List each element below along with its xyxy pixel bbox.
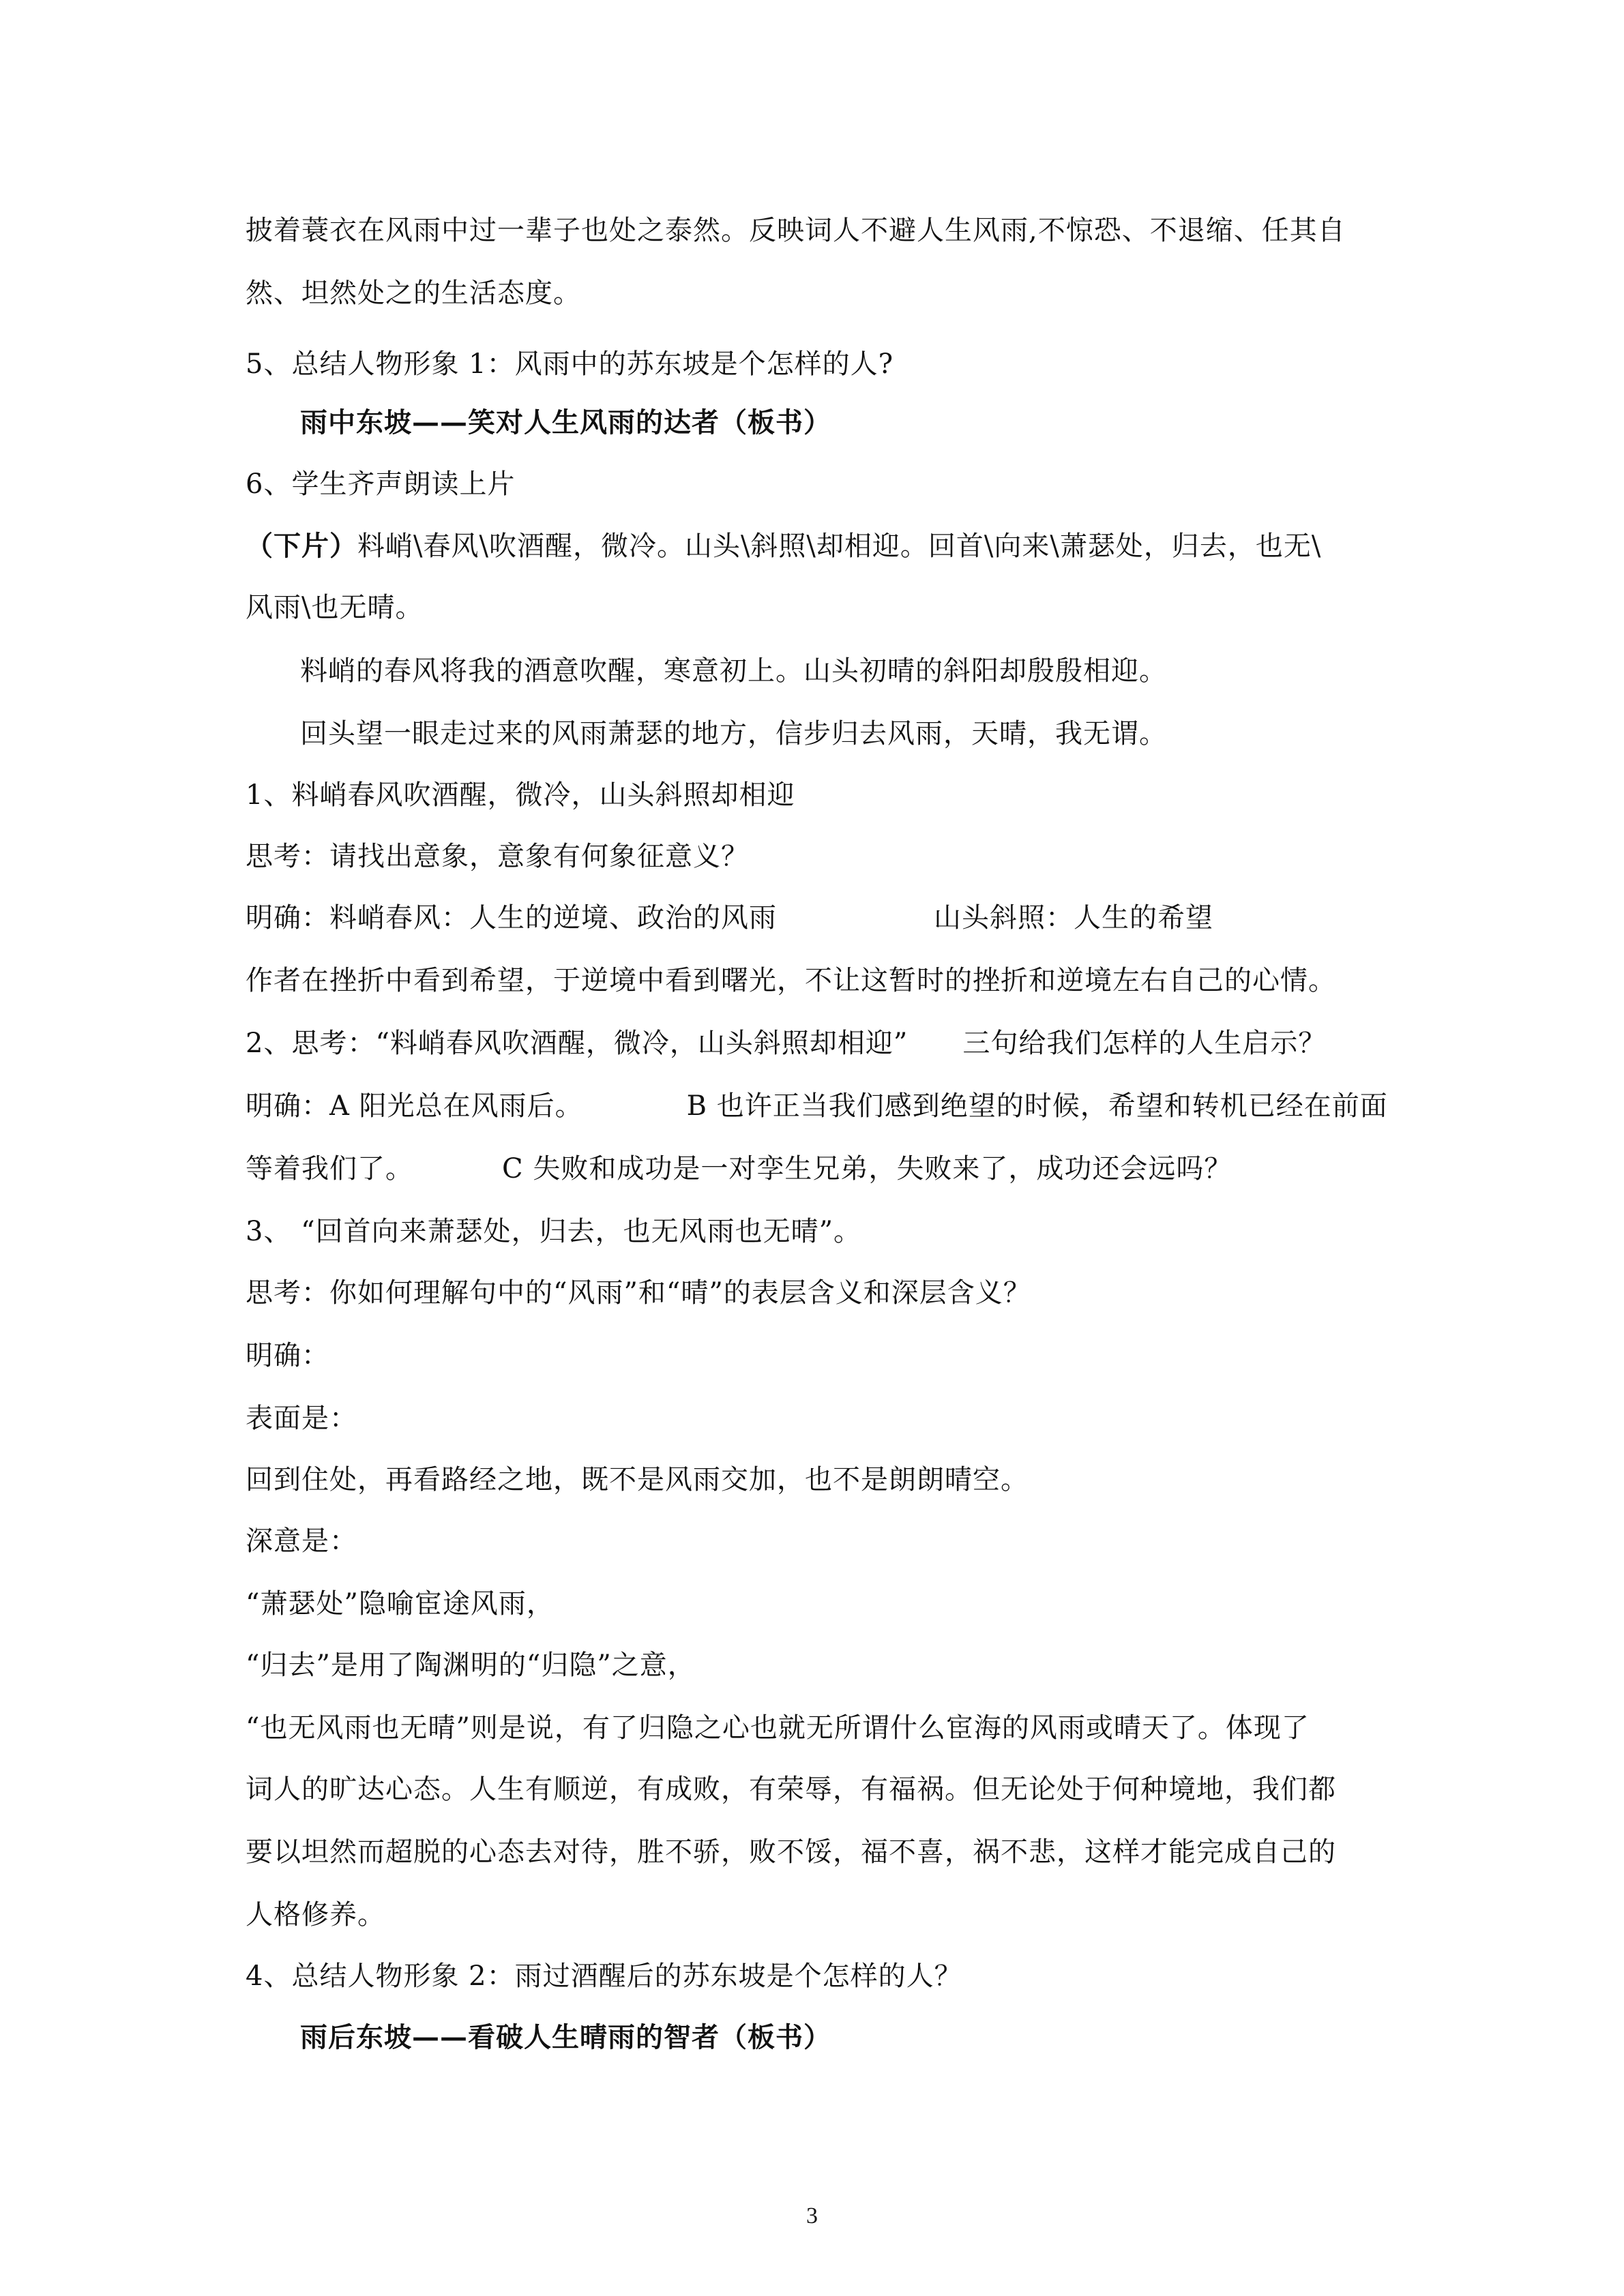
section-label: （下片）	[246, 530, 357, 562]
answer-part: 山头斜照：人生的希望	[934, 902, 1213, 934]
poem-line: 风雨\也无晴。	[246, 592, 424, 623]
answer-continuation: 等着我们了。	[246, 1153, 413, 1184]
body-text-line: “归去”是用了陶渊明的“归隐”之意，	[246, 1650, 696, 1681]
answer-line	[246, 1090, 1388, 1122]
question-line: 思考：请找出意象，意象有何象征意义？	[246, 841, 749, 872]
question-line	[246, 1027, 1326, 1060]
body-text-line: 然、坦然处之的生活态度。	[246, 278, 581, 309]
body-text-line: “也无风雨也无晴”则是说，有了归隐之心也就无所谓什么宦海的风雨或晴天了。体现了	[246, 1712, 1310, 1744]
translation-line: 料峭的春风将我的酒意吹醒，寒意初上。山头初晴的斜阳却殷殷相迎。	[300, 655, 1167, 687]
body-text-line: 回到住处，再看路经之地，既不是风雨交加，也不是朗朗晴空。	[246, 1464, 1029, 1495]
answer-option-c: C 失败和成功是一对孪生兄弟，失败来了，成功还会远吗？	[502, 1153, 1232, 1184]
answer-part: 明确：料峭春风：人生的逆境、政治的风雨	[246, 902, 777, 934]
question-text: 三句给我们怎样的人生启示？	[962, 1028, 1327, 1059]
sub-label: 深意是：	[246, 1525, 357, 1557]
body-text-line: 词人的旷达心态。人生有顺逆，有成败，有荣辱，有福祸。但无论处于何种境地，我们都	[246, 1774, 1336, 1805]
poem-line	[246, 530, 1321, 563]
answer-option-b: B 也许正当我们感到绝望的时候，希望和转机已经在前面	[686, 1090, 1388, 1122]
poem-text: 料峭\春风\吹酒醒，微冷。山头\斜照\却相迎。回首\向来\萧瑟处，归去，也无\	[357, 531, 1322, 562]
numbered-item: 4、总结人物形象 2：雨过酒醒后的苏东坡是个怎样的人？	[246, 1960, 962, 1992]
numbered-item: 3、 “回首向来萧瑟处，归去，也无风雨也无晴”。	[246, 1216, 862, 1247]
body-text-line: 披着蓑衣在风雨中过一辈子也处之泰然。反映词人不避人生风雨,不惊恐、不退缩、任其自	[246, 215, 1346, 246]
question-line: 思考：你如何理解句中的“风雨”和“晴”的表层含义和深层含义？	[246, 1277, 1031, 1309]
sub-label: 表面是：	[246, 1403, 357, 1434]
numbered-item: 6、学生齐声朗读上片	[246, 468, 516, 500]
numbered-item: 5、总结人物形象 1：风雨中的苏东坡是个怎样的人?	[246, 348, 894, 380]
answer-option-a: 明确：A 阳光总在风雨后。	[246, 1090, 583, 1122]
question-quote: 2、思考：“料峭春风吹酒醒，微冷，山头斜照却相迎”	[246, 1028, 909, 1059]
numbered-item: 1、料峭春风吹酒醒，微冷，山头斜照却相迎	[246, 779, 795, 811]
board-heading: 雨中东坡——笑对人生风雨的达者（板书）	[300, 406, 831, 438]
translation-line: 回头望一眼走过来的风雨萧瑟的地方，信步归去风雨，天晴，我无谓。	[300, 718, 1167, 749]
board-heading: 雨后东坡——看破人生晴雨的智者（板书）	[300, 2021, 831, 2053]
page-number: 3	[806, 2203, 818, 2228]
body-text-line: 作者在挫折中看到希望，于逆境中看到曙光，不让这暂时的挫折和逆境左右自己的心情。	[246, 965, 1336, 996]
answer-line	[246, 901, 1213, 934]
answer-label: 明确：	[246, 1340, 329, 1371]
body-text-line: “萧瑟处”隐喻宦途风雨，	[246, 1588, 555, 1620]
body-text-line: 人格修养。	[246, 1899, 385, 1930]
body-text-line: 要以坦然而超脱的心态去对待，胜不骄，败不馁，福不喜，祸不悲，这样才能完成自己的	[246, 1836, 1336, 1868]
answer-line	[246, 1152, 1232, 1185]
